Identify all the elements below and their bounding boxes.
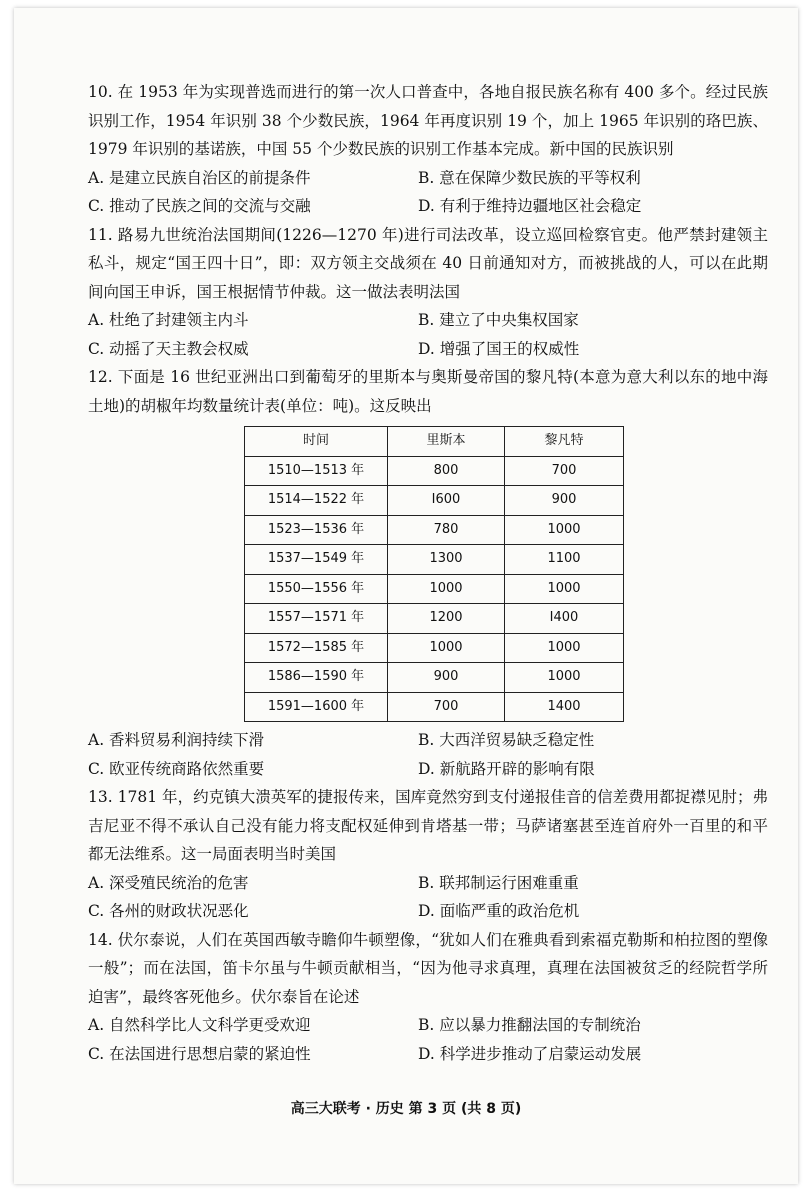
cell-period: 1510—1513 年	[245, 456, 388, 486]
option-b: B. 建立了中央集权国家	[418, 311, 579, 329]
options	[88, 306, 768, 363]
page-footer: 高三大联考 · 历史 第 3 页 (共 8 页)	[290, 1101, 522, 1117]
cell-levant: 1000	[505, 574, 624, 604]
cell-lisbon: 1300	[388, 545, 505, 575]
table-row	[245, 604, 624, 634]
cell-lisbon: 700	[388, 692, 505, 722]
cell-lisbon: 800	[388, 456, 505, 486]
cell-lisbon: 1000	[388, 633, 505, 663]
option-a: A. 香料贸易利润持续下滑	[88, 731, 265, 749]
question-stem: 14. 伏尔泰说，人们在英国西敏寺瞻仰牛顿塑像，“犹如人们在雅典看到索福克勒斯和柏拉图的塑像一般”；而在法国，笛卡尔虽与牛顿贡献相当，“因为他寻求真理，真理在法国被贫乏的经院哲学所迫害”，最终客死他乡。伏尔泰旨在论述	[88, 930, 768, 1006]
option-c: C. 各州的财政状况恶化	[88, 902, 249, 920]
cell-lisbon: I600	[388, 486, 505, 516]
options	[88, 726, 768, 783]
cell-period: 1523—1536 年	[245, 515, 388, 545]
question-stem: 12. 下面是 16 世纪亚洲出口到葡萄牙的里斯本与奥斯曼帝国的黎凡特(本意为意大利以东的地中海土地)的胡椒年均数量统计表(单位：吨)。这反映出	[88, 368, 768, 415]
options	[88, 869, 768, 926]
cell-levant: 900	[505, 486, 624, 516]
cell-period: 1557—1571 年	[245, 604, 388, 634]
header-period: 时间	[245, 427, 388, 457]
cell-lisbon: 1000	[388, 574, 505, 604]
exam-page	[14, 8, 798, 1184]
cell-lisbon: 900	[388, 663, 505, 693]
option-b: B. 应以暴力推翻法国的专制统治	[418, 1016, 641, 1034]
option-b: B. 大西洋贸易缺乏稳定性	[418, 731, 595, 749]
option-c: C. 动摇了天主教会权威	[88, 339, 249, 358]
table-row	[245, 663, 624, 693]
question-14	[88, 926, 768, 1069]
cell-levant: 1000	[505, 663, 624, 693]
cell-levant: 1400	[505, 692, 624, 722]
option-d: D. 面临严重的政治危机	[418, 902, 580, 920]
question-11	[88, 221, 768, 364]
question-stem: 13. 1781 年，约克镇大溃英军的捷报传来，国库竟然穷到支付递报佳音的信差费用都捉襟见肘；弗吉尼亚不得不承认自己没有能力将支配权延伸到肯塔基一带；马萨诸塞甚至连首府外一百里的和平都无法维系。这一局面表明当时美国	[88, 788, 768, 863]
option-c: C. 推动了民族之间的交流与交融	[88, 197, 311, 215]
table-row	[245, 633, 624, 663]
option-b: B. 意在保障少数民族的平等权利	[418, 168, 641, 187]
cell-period: 1550—1556 年	[245, 574, 388, 604]
cell-period: 1537—1549 年	[245, 545, 388, 575]
table-header-row	[245, 427, 624, 457]
question-stem: 10. 在 1953 年为实现普选而进行的第一次人口普查中，各地自报民族名称有 400 多个。经过民族识别工作，1954 年识别 38 个少数民族，1964 年再度识别 19 个，加上 1965 年识别的珞巴族、1979 年识别的基诺族，中国 55 个少数民族的识别工作基本完成。新中国的民族识别	[88, 83, 768, 158]
table-row	[245, 515, 624, 545]
question-12	[88, 363, 768, 783]
option-a: A. 杜绝了封建领主内斗	[88, 311, 249, 329]
option-d: D. 新航路开辟的影响有限	[418, 759, 595, 778]
table-row	[245, 692, 624, 722]
cell-period: 1586—1590 年	[245, 663, 388, 693]
option-d: D. 有利于维持边疆地区社会稳定	[418, 197, 642, 215]
header-levant: 黎凡特	[505, 427, 624, 457]
question-10	[88, 78, 768, 221]
option-d: D. 科学进步推动了启蒙运动发展	[418, 1044, 642, 1063]
question-stem: 11. 路易九世统治法国期间(1226—1270 年)进行司法改革，设立巡回检察官吏。他严禁封建领主私斗，规定“国王四十日”，即：双方领主交战须在 40 日前通知对方，而被挑战的人，可以在此期间向国王申诉，国王根据情节仲裁。这一做法表明法国	[88, 225, 768, 301]
table-row	[245, 545, 624, 575]
pepper-table	[244, 426, 624, 722]
option-c: C. 欧亚传统商路依然重要	[88, 759, 265, 778]
cell-levant: 700	[505, 456, 624, 486]
options	[88, 164, 768, 221]
option-a: A. 是建立民族自治区的前提条件	[88, 168, 311, 187]
option-b: B. 联邦制运行困难重重	[418, 873, 579, 892]
option-a: A. 深受殖民统治的危害	[88, 873, 249, 892]
cell-period: 1591—1600 年	[245, 692, 388, 722]
cell-levant: 1000	[505, 633, 624, 663]
table-row	[245, 456, 624, 486]
options	[88, 1011, 768, 1068]
option-a: A. 自然科学比人文科学更受欢迎	[88, 1016, 311, 1034]
cell-levant: 1100	[505, 545, 624, 575]
table-row	[245, 486, 624, 516]
table-row	[245, 574, 624, 604]
option-d: D. 增强了国王的权威性	[418, 339, 580, 358]
cell-lisbon: 780	[388, 515, 505, 545]
cell-period: 1572—1585 年	[245, 633, 388, 663]
cell-period: 1514—1522 年	[245, 486, 388, 516]
cell-lisbon: 1200	[388, 604, 505, 634]
cell-levant: 1000	[505, 515, 624, 545]
header-lisbon: 里斯本	[388, 427, 505, 457]
cell-levant: I400	[505, 604, 624, 634]
option-c: C. 在法国进行思想启蒙的紧迫性	[88, 1044, 311, 1063]
questions-area	[88, 78, 768, 1068]
question-13	[88, 783, 768, 926]
